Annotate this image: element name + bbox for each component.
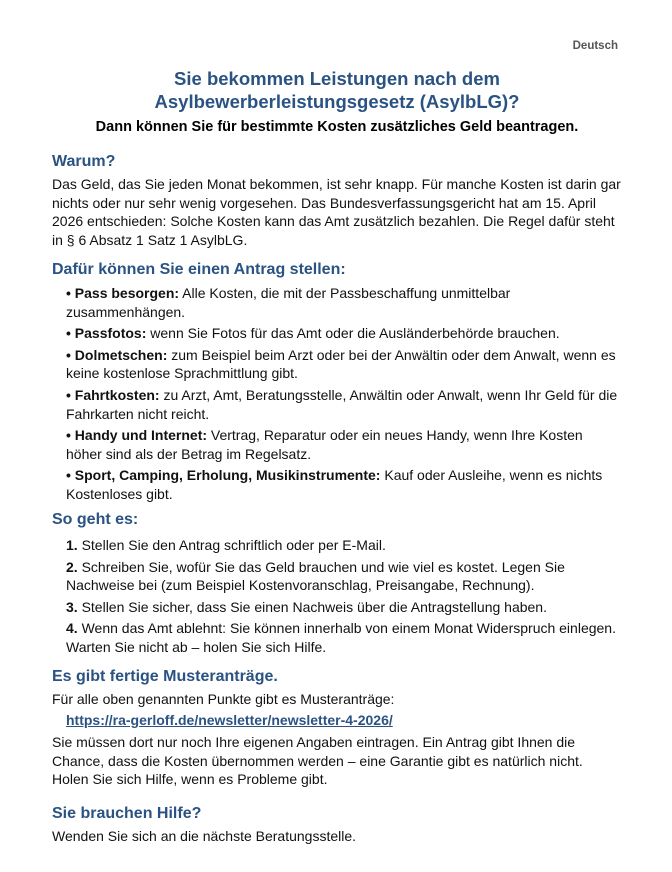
step-item <box>66 619 622 656</box>
step-item <box>66 558 622 595</box>
language-label: Deutsch <box>572 40 618 52</box>
step-item <box>66 598 622 617</box>
step-text: Schreiben Sie, wofür Sie das Geld brauchen und wie viel es kostet. Legen Sie Nachweise bei (zum Beispiel Kostenvoranschlag, Preisangabe, Rechnung). <box>66 558 565 594</box>
list-item <box>66 324 622 343</box>
muster-text: Sie müssen dort nur noch Ihre eigenen Angaben eintragen. Ein Antrag gibt Ihnen die Chance, dass die Kosten übernommen werden – eine Garantie gibt es natürlich nicht. Holen Sie sich Hilfe, wenn es Probleme gibt. <box>52 734 583 788</box>
section-musterantraege <box>52 666 622 789</box>
list-item-label: • Dolmetschen: <box>66 346 168 363</box>
heading-musterantraege: Es gibt fertige Musteranträge. <box>52 668 278 686</box>
antrag-list <box>52 284 622 503</box>
list-item-text: zum Beispiel beim Arzt oder bei der Anwältin oder dem Anwalt, wenn es keine kostenlose Sprachmittlung gibt. <box>66 346 616 382</box>
list-item-text: zu Arzt, Amt, Beratungsstelle, Anwältin oder Anwalt, wenn Ihr Geld für die Fahrkarten nicht reicht. <box>66 387 618 422</box>
step-item <box>66 536 622 555</box>
page-title <box>52 0 622 113</box>
list-item-text: Alle Kosten, die mit der Passbeschaffung unmittelbar zusammenhängen. <box>66 285 511 320</box>
heading-warum: Warum? <box>52 153 116 170</box>
list-item-label: • Sport, Camping, Erholung, Musikinstrumente: <box>66 467 381 484</box>
musterantraege-link[interactable]: https://ra-gerloff.de/newsletter/newsletter-4-2026/ <box>66 711 393 728</box>
step-text: Wenn das Amt ablehnt: Sie können innerhalb von einem Monat Widerspruch einlegen. Warten Sie nicht ab – holen Sie sich Hilfe. <box>66 620 616 655</box>
list-item-label: • Fahrtkosten: <box>66 387 160 404</box>
list-item-text: Kauf oder Ausleihe, wenn es nichts Kostenloses gibt. <box>66 467 603 502</box>
page-subtitle: Dann können Sie für bestimmte Kosten zusätzliches Geld beantragen. <box>95 119 579 135</box>
heading-antrag: Dafür können Sie einen Antrag stellen: <box>52 261 346 278</box>
heading-so-geht-es: So geht es: <box>52 511 139 529</box>
warum-text: Das Geld, das Sie jeden Monat bekommen, ist sehr knapp. Für manche Kosten ist darin gar nichts oder nur sehr wenig vorgesehen. Das Bundesverfassungsgericht hat am 15. April 2026 entschieden: Solche Kosten kann das Amt zusätzlich bezahlen. Die Regel dafür steht in § 6 Absatz 1 Satz 1 AsylbLG. <box>52 176 621 248</box>
list-item-label: • Handy und Internet: <box>66 427 208 444</box>
title-line-1: Sie bekommen Leistungen nach dem <box>174 68 500 89</box>
list-item-label: • Passfotos: <box>66 325 147 342</box>
step-number: 4. <box>66 620 78 637</box>
list-item <box>66 346 622 383</box>
section-so-geht-es <box>52 509 622 656</box>
hilfe-text: Wenden Sie sich an die nächste Beratungsstelle. <box>52 827 357 844</box>
list-item <box>66 466 622 503</box>
list-item <box>66 426 622 463</box>
muster-intro: Für alle oben genannten Punkte gibt es Musteranträge: <box>52 691 395 708</box>
section-antrag <box>52 259 622 503</box>
list-item-label: • Pass besorgen: <box>66 285 180 301</box>
steps-list <box>52 536 622 656</box>
step-number: 3. <box>66 598 78 615</box>
heading-hilfe: Sie brauchen Hilfe? <box>52 804 202 822</box>
step-text: Stellen Sie sicher, dass Sie einen Nachweis über die Antragstellung haben. <box>77 598 547 615</box>
title-line-2: Asylbewerberleistungsgesetz (AsylbLG)? <box>154 91 520 112</box>
section-hilfe <box>52 803 622 846</box>
step-number: 2. <box>66 558 78 575</box>
section-warum <box>52 151 622 249</box>
step-number: 1. <box>66 537 78 554</box>
list-item-text: wenn Sie Fotos für das Amt oder die Ausländerbehörde brauchen. <box>146 325 560 342</box>
list-item-text: Vertrag, Reparatur oder ein neues Handy, wenn Ihre Kosten höher sind als der Betrag im Regelsatz. <box>66 427 583 462</box>
list-item <box>66 284 622 321</box>
list-item <box>66 386 622 423</box>
step-text: Stellen Sie den Antrag schriftlich oder per E-Mail. <box>77 537 386 554</box>
